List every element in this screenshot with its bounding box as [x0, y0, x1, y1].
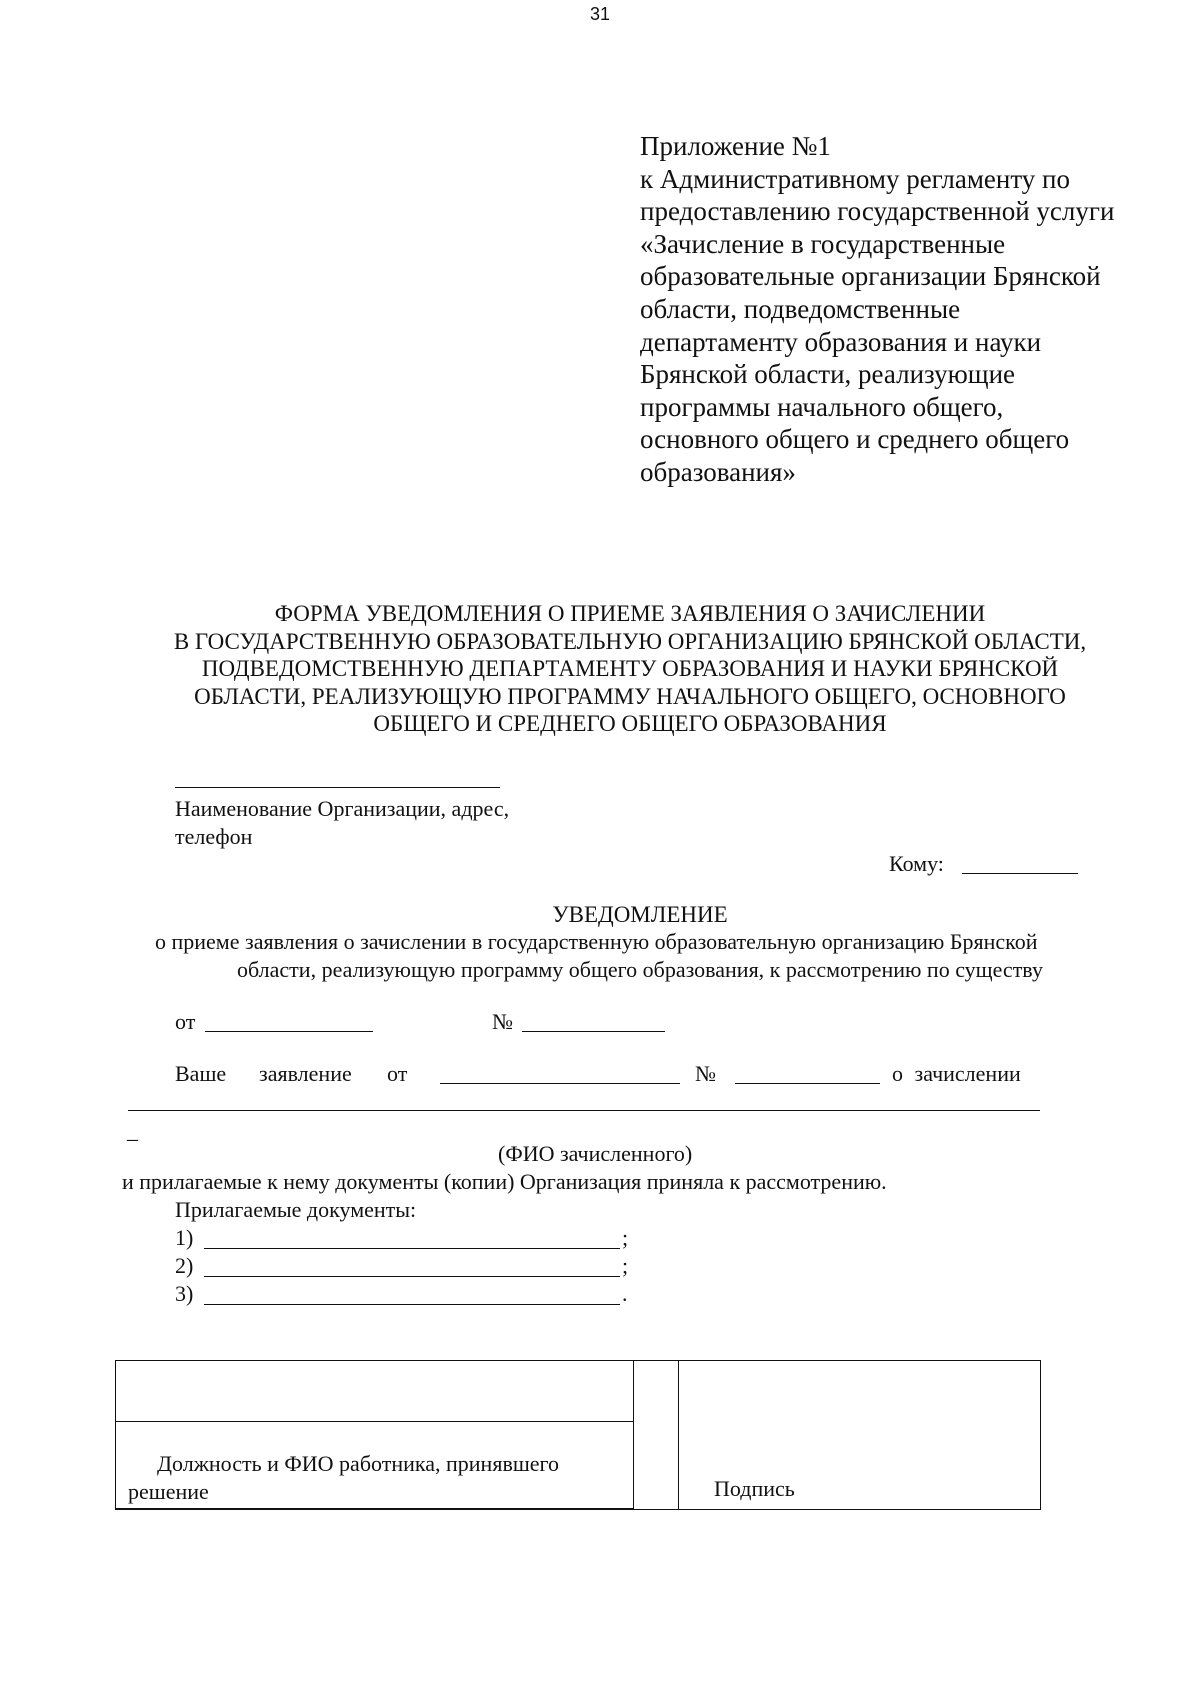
page-number: 31: [589, 4, 611, 24]
application-word: заявление: [259, 1061, 352, 1086]
application-tail: о зачислении: [892, 1061, 1021, 1086]
attachment-field-3[interactable]: [204, 1304, 620, 1305]
attachment-number: 1): [175, 1225, 194, 1250]
notice-heading: УВЕДОМЛЕНИЕ: [552, 902, 728, 927]
appendix-block: [640, 130, 1160, 489]
application-number-field[interactable]: [735, 1083, 880, 1084]
attachment-field-2[interactable]: [204, 1276, 620, 1277]
form-title-line: ОБЛАСТИ, РЕАЛИЗУЮЩУЮ ПРОГРАММУ НАЧАЛЬНОГО ОБЩЕГО, ОСНОВНОГО: [194, 683, 1066, 709]
signature-label: Подпись: [714, 1476, 795, 1501]
application-word: от: [387, 1061, 408, 1086]
position-label-cont: решение: [128, 1479, 209, 1504]
appendix-line: основного общего и среднего общего: [640, 424, 1070, 455]
appendix-line: «Зачисление в государственные: [640, 228, 1006, 259]
appendix-line: образования»: [640, 456, 796, 487]
application-date-field[interactable]: [440, 1083, 680, 1084]
recipient-label: Кому:: [889, 851, 944, 876]
appendix-line: области, подведомственные: [640, 293, 961, 324]
form-title-line: ФОРМА УВЕДОМЛЕНИЯ О ПРИЕМЕ ЗАЯВЛЕНИЯ О ЗАЧИСЛЕНИИ: [274, 601, 986, 626]
appendix-line: Брянской области, реализующие: [640, 359, 1016, 390]
accepted-text: и прилагаемые к нему документы (копии) Организация приняла к рассмотрению.: [122, 1169, 887, 1194]
application-word: Ваше: [175, 1061, 227, 1086]
signature-table: [115, 1360, 1041, 1510]
application-number-label: №: [695, 1061, 716, 1086]
appendix-line: программы начального общего,: [640, 391, 1004, 422]
date-from-label: от: [175, 1009, 196, 1034]
appendix-line: предоставлению государственной услуги: [640, 196, 1115, 227]
appendix-line: департаменту образования и науки: [640, 326, 1042, 357]
appendix-line: Приложение №1: [640, 131, 831, 161]
organization-name-field[interactable]: [175, 787, 500, 788]
position-divider: [115, 1421, 634, 1422]
attachment-end: ;: [622, 1225, 629, 1250]
attachment-end: ;: [622, 1253, 629, 1278]
position-label: Должность и ФИО работника, принявшего: [157, 1451, 560, 1476]
fio-field[interactable]: [128, 1110, 1040, 1111]
spacer-cell: [634, 1360, 679, 1510]
attachment-number: 2): [175, 1253, 194, 1278]
form-title: [80, 600, 1180, 738]
organization-label: Наименование Организации, адрес,: [175, 796, 510, 821]
appendix-line: к Административному регламенту по: [640, 163, 1071, 194]
form-title-line: ПОДВЕДОМСТВЕННУЮ ДЕПАРТАМЕНТУ ОБРАЗОВАНИЯ И НАУКИ БРЯНСКОЙ: [201, 656, 1059, 681]
form-title-line: В ГОСУДАРСТВЕННУЮ ОБРАЗОВАТЕЛЬНУЮ ОРГАНИЗАЦИЮ БРЯНСКОЙ ОБЛАСТИ,: [173, 628, 1087, 654]
recipient-field[interactable]: [962, 873, 1078, 874]
notice-subtitle: области, реализующую программу общего образования, к рассмотрению по существу: [237, 957, 1043, 982]
organization-label-phone: телефон: [175, 824, 253, 849]
attachment-field-1[interactable]: [204, 1248, 620, 1249]
number-field[interactable]: [522, 1031, 665, 1032]
date-field[interactable]: [205, 1031, 373, 1032]
form-title-line: ОБЩЕГО И СРЕДНЕГО ОБЩЕГО ОБРАЗОВАНИЯ: [373, 711, 887, 736]
dash-mark: _: [127, 1118, 138, 1143]
number-label: №: [492, 1009, 513, 1034]
appendix-line: образовательные организации Брянской: [640, 261, 1101, 292]
attachment-number: 3): [175, 1281, 194, 1306]
fio-caption: (ФИО зачисленного): [498, 1141, 693, 1166]
attachments-heading: Прилагаемые документы:: [175, 1197, 417, 1222]
attachment-end: .: [622, 1281, 628, 1306]
notice-subtitle: о приеме заявления о зачислении в государственную образовательную организацию Брянской: [155, 929, 1038, 954]
